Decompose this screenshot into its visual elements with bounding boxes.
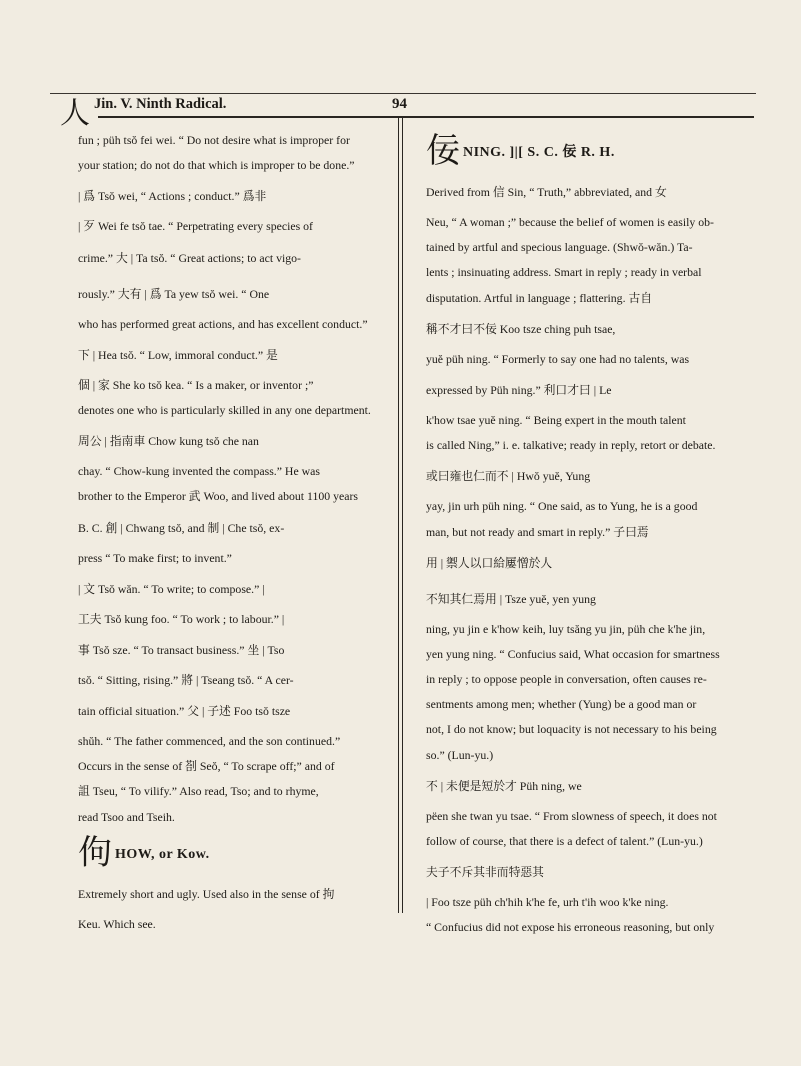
running-header xyxy=(50,84,750,131)
text-line: tained by artful and specious language. (Shwŏ-wăn.) Ta- xyxy=(426,240,693,255)
text-line: 用 | 禦人以口給屢憎於人 xyxy=(426,555,553,570)
text-line: | 歹 Wei fe tsŏ tae. “ Perpetrating every species of xyxy=(78,219,313,234)
text-line: Derived from 信 Sin, “ Truth,” abbreviated, and 女 xyxy=(426,185,667,199)
text-line: ning, yu jin e k'how keih, luy tsăng yu jin, püh che k'he jin, xyxy=(426,621,706,636)
column-divider xyxy=(398,118,399,913)
text-line: yay, jin urh püh ning. “ One said, as to Yung, he is a good xyxy=(426,499,698,514)
text-line: fun ; püh tsŏ fei wei. “ Do not desire what is improper for xyxy=(78,133,350,147)
header-title: Jin. V. Ninth Radical. xyxy=(94,96,227,112)
entry-heading xyxy=(78,830,388,876)
text-line: 周公 | 指南車 Chow kung tsŏ che nan xyxy=(78,434,259,449)
text-line: Extremely short and ugly. Used also in the sense of 拘 xyxy=(78,886,335,901)
header-rule xyxy=(98,116,754,118)
text-line: k'how tsae yuĕ ning. “ Being expert in the mouth talent xyxy=(426,412,686,427)
text-line: 事 Tsŏ sze. “ To transact business.” 坐 | Tso xyxy=(78,642,285,657)
text-line: 個 | 家 She ko tsŏ kea. “ Is a maker, or inventor ;” xyxy=(78,377,314,392)
text-line: denotes one who is particularly skilled in any one department. xyxy=(78,402,371,417)
text-line: chay. “ Chow-kung invented the compass.” He was xyxy=(78,464,320,479)
text-line: expressed by Püh ning.” 利口才曰 | Le xyxy=(426,382,612,397)
entry-heading xyxy=(426,128,744,174)
header-radical-char: 人 xyxy=(60,96,90,131)
text-line: your station; do not do that which is improper to be done.” xyxy=(78,158,355,173)
text-line: 工夫 Tsŏ kung foo. “ To work ; to labour.” | xyxy=(78,611,285,626)
text-line: | 爲 Tsŏ wei, “ Actions ; conduct.” 爲非 xyxy=(78,189,267,204)
left-column xyxy=(78,128,388,937)
text-line: | Foo tsze püh ch'hih k'he fe, urh t'ih woo k'ke ning. xyxy=(426,895,669,910)
text-line: yen yung ning. “ Confucius said, What occasion for smartness xyxy=(426,646,720,661)
text-line: Keu. Which see. xyxy=(78,916,156,931)
text-line: follow of course, that there is a defect of talent.” (Lun-yu.) xyxy=(426,834,703,848)
entry-character: 佝 xyxy=(78,832,112,873)
text-line: tsŏ. “ Sitting, rising.” 將 | Tseang tsŏ. “ A cer- xyxy=(78,672,294,687)
text-line: Occurs in the sense of 剳 Seŏ, “ To scrape off;” and of xyxy=(78,759,335,774)
right-column xyxy=(426,128,744,941)
text-line: so.” (Lun-yu.) xyxy=(426,747,494,762)
text-line: pëen she twan yu tsae. “ From slowness of speech, it does not xyxy=(426,808,717,823)
text-line: brother to the Emperor 武 Woo, and lived about 1100 years xyxy=(78,489,359,504)
text-line: “ Confucius did not expose his erroneous reasoning, but only xyxy=(426,920,715,935)
text-line: rously.” 大有 | 爲 Ta yew tsŏ wei. “ One xyxy=(78,286,270,301)
text-line: lents ; insinuating address. Smart in reply ; ready in verbal xyxy=(426,265,702,280)
text-line: 不 | 未便是短於才 Püh ning, we xyxy=(426,778,582,793)
text-line: disputation. Artful in language ; flattering. 古自 xyxy=(426,290,653,305)
entry-title: NING. ]|[ S. C. 佞 R. H. xyxy=(462,145,615,160)
entry-title: HOW, or Kow. xyxy=(114,846,210,862)
text-line: 不知其仁焉用 | Tsze yuĕ, yen yung xyxy=(426,591,596,606)
text-line: B. C. 創 | Chwang tsŏ, and 制 | Che tsŏ, ex- xyxy=(78,520,285,535)
text-line: not, I do not know; but loquacity is not necessary to his being xyxy=(426,722,717,737)
text-line: shŭh. “ The father commenced, and the son continued.” xyxy=(78,734,341,749)
text-line: sentments among men; whether (Yung) be a good man or xyxy=(426,697,697,712)
text-line: press “ To make first; to invent.” xyxy=(78,550,232,565)
text-line: who has performed great actions, and has excellent conduct.” xyxy=(78,316,368,331)
page-number: 94 xyxy=(392,96,407,112)
text-line: tain official situation.” 父 | 子述 Foo tsŏ tsze xyxy=(78,704,291,719)
text-line: read Tsoo and Tseih. xyxy=(78,809,175,824)
column-divider xyxy=(402,118,403,913)
text-line: 下 | Hea tsŏ. “ Low, immoral conduct.” 是 xyxy=(78,347,278,362)
text-line: Neu, “ A woman ;” because the belief of women is easily ob- xyxy=(426,215,714,229)
text-line: man, but not ready and smart in reply.” 子曰焉 xyxy=(426,524,649,539)
text-line: 或曰雍也仁而不 | Hwŏ yuĕ, Yung xyxy=(426,469,591,484)
text-line: 稱不才曰不佞 Koo tsze ching puh tsae, xyxy=(426,321,616,336)
text-line: yuĕ püh ning. “ Formerly to say one had no talents, was xyxy=(426,351,690,366)
text-line: is called Ning,” i. e. talkative; ready in reply, retort or debate. xyxy=(426,438,716,453)
text-line: in reply ; to oppose people in conversation, often causes re- xyxy=(426,672,707,687)
text-line: | 文 Tsŏ wăn. “ To write; to compose.” | xyxy=(78,581,265,596)
text-line: 夫子不斥其非而特惡其 xyxy=(426,865,544,880)
text-line: 詛 Tseu, “ To vilify.” Also read, Tso; and to rhyme, xyxy=(78,784,319,799)
entry-character: 佞 xyxy=(426,131,460,171)
text-line: crime.” 大 | Ta tsŏ. “ Great actions; to act vigo- xyxy=(78,250,301,265)
